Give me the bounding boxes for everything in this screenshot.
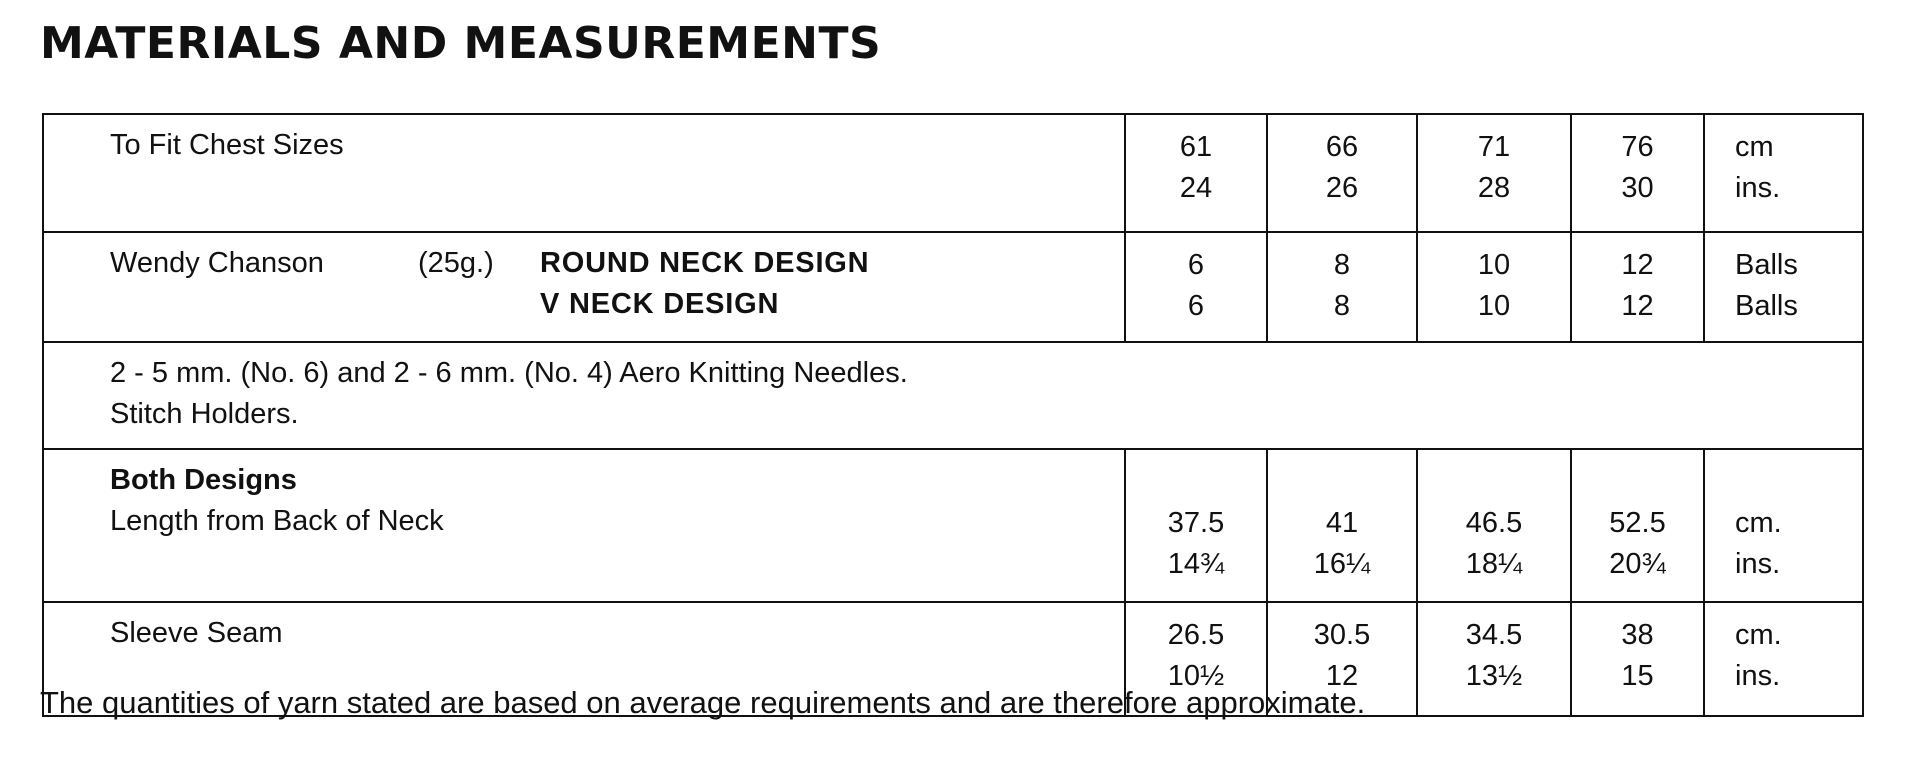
chest-ins-value: 30 <box>1621 172 1654 204</box>
spacer <box>1126 462 1266 503</box>
length-ins-value: 16¼ <box>1313 548 1371 580</box>
unit-balls: Balls <box>1735 249 1798 281</box>
length-cm-value: 52.5 <box>1609 507 1666 539</box>
chest-ins-value: 28 <box>1477 172 1511 204</box>
round-neck-balls: 10 <box>1477 249 1511 281</box>
chest-cm-value: 71 <box>1477 131 1511 163</box>
sleeve-ins-value: 10½ <box>1167 660 1225 692</box>
unit-cm: cm <box>1735 131 1774 163</box>
yarn-line-round <box>110 243 1124 284</box>
footnote: The quantities of yarn stated are based on average requirements and are therefore approximate. <box>40 685 1366 720</box>
v-neck-balls: 10 <box>1477 290 1511 322</box>
size-4-cell <box>1571 114 1704 232</box>
unit-cell <box>1704 449 1863 602</box>
round-neck-balls: 8 <box>1333 249 1351 281</box>
both-designs-heading: Both Designs <box>110 464 297 496</box>
spacer <box>1268 462 1416 503</box>
chest-ins-value: 24 <box>1179 172 1213 204</box>
v-neck-design-label: V NECK DESIGN <box>540 288 780 320</box>
length-cm-value: 46.5 <box>1465 507 1523 539</box>
length-label: Length from Back of Neck <box>110 505 444 537</box>
chest-cm-value: 61 <box>1179 131 1213 163</box>
round-neck-balls: 6 <box>1187 249 1205 281</box>
chest-cm-value: 66 <box>1325 131 1359 163</box>
unit-balls: Balls <box>1735 290 1798 322</box>
unit-ins: ins. <box>1735 172 1781 204</box>
length-ins-value: 20¾ <box>1609 548 1666 580</box>
unit-cm: cm. <box>1735 619 1782 651</box>
size-2-cell <box>1267 114 1417 232</box>
sleeve-ins-value: 15 <box>1621 660 1654 692</box>
length-ins-value: 14¾ <box>1167 548 1225 580</box>
stitch-holders-text: Stitch Holders. <box>110 398 299 430</box>
length-label-cell <box>43 449 1125 602</box>
unit-cell <box>1704 602 1863 716</box>
v-neck-balls: 8 <box>1333 290 1351 322</box>
unit-ins: ins. <box>1735 548 1781 580</box>
size-2-cell <box>1267 449 1417 602</box>
unit-cell <box>1704 232 1863 342</box>
spacer <box>1572 462 1703 503</box>
yarn-weight: (25g.) <box>418 247 494 279</box>
table-row-length <box>43 449 1863 602</box>
chest-ins-value: 26 <box>1325 172 1359 204</box>
yarn-label-cell <box>43 232 1125 342</box>
sleeve-cm-value: 38 <box>1621 619 1654 651</box>
sleeve-cm-value: 34.5 <box>1465 619 1523 651</box>
needles-text: 2 - 5 mm. (No. 6) and 2 - 6 mm. (No. 4) Aero Knitting Needles. <box>110 357 908 389</box>
chest-cm-value: 76 <box>1621 131 1654 163</box>
spacer <box>1735 462 1862 503</box>
size-3-cell <box>1417 449 1571 602</box>
unit-cm: cm. <box>1735 507 1782 539</box>
sleeve-cm-value: 26.5 <box>1167 619 1225 651</box>
sleeve-ins-value: 13½ <box>1465 660 1523 692</box>
materials-table <box>42 113 1864 717</box>
unit-ins: ins. <box>1735 660 1781 692</box>
chest-sizes-label: To Fit Chest Sizes <box>110 129 344 161</box>
page-title: MATERIALS AND MEASUREMENTS <box>40 18 882 69</box>
size-4-cell <box>1571 602 1704 716</box>
table-row-yarn <box>43 232 1863 342</box>
table-row-chest-sizes <box>43 114 1863 232</box>
size-2-cell <box>1267 232 1417 342</box>
table-row-needles <box>43 342 1863 449</box>
needles-cell <box>43 342 1863 449</box>
chest-sizes-label-cell <box>43 114 1125 232</box>
size-1-cell <box>1125 232 1267 342</box>
spacer <box>1418 462 1570 503</box>
sleeve-ins-value: 12 <box>1325 660 1359 692</box>
round-neck-balls: 12 <box>1621 249 1654 281</box>
length-cm-value: 41 <box>1325 507 1359 539</box>
length-cm-value: 37.5 <box>1167 507 1225 539</box>
length-ins-value: 18¼ <box>1465 548 1523 580</box>
yarn-name: Wendy Chanson <box>110 247 324 279</box>
size-3-cell <box>1417 602 1571 716</box>
size-3-cell <box>1417 232 1571 342</box>
unit-cell <box>1704 114 1863 232</box>
sleeve-label: Sleeve Seam <box>110 617 283 649</box>
round-neck-design-label: ROUND NECK DESIGN <box>540 247 870 279</box>
size-1-cell <box>1125 114 1267 232</box>
size-1-cell <box>1125 449 1267 602</box>
yarn-line-v <box>110 284 1124 325</box>
size-4-cell <box>1571 232 1704 342</box>
sleeve-cm-value: 30.5 <box>1313 619 1371 651</box>
v-neck-balls: 12 <box>1621 290 1654 322</box>
size-4-cell <box>1571 449 1704 602</box>
v-neck-balls: 6 <box>1187 290 1205 322</box>
size-3-cell <box>1417 114 1571 232</box>
